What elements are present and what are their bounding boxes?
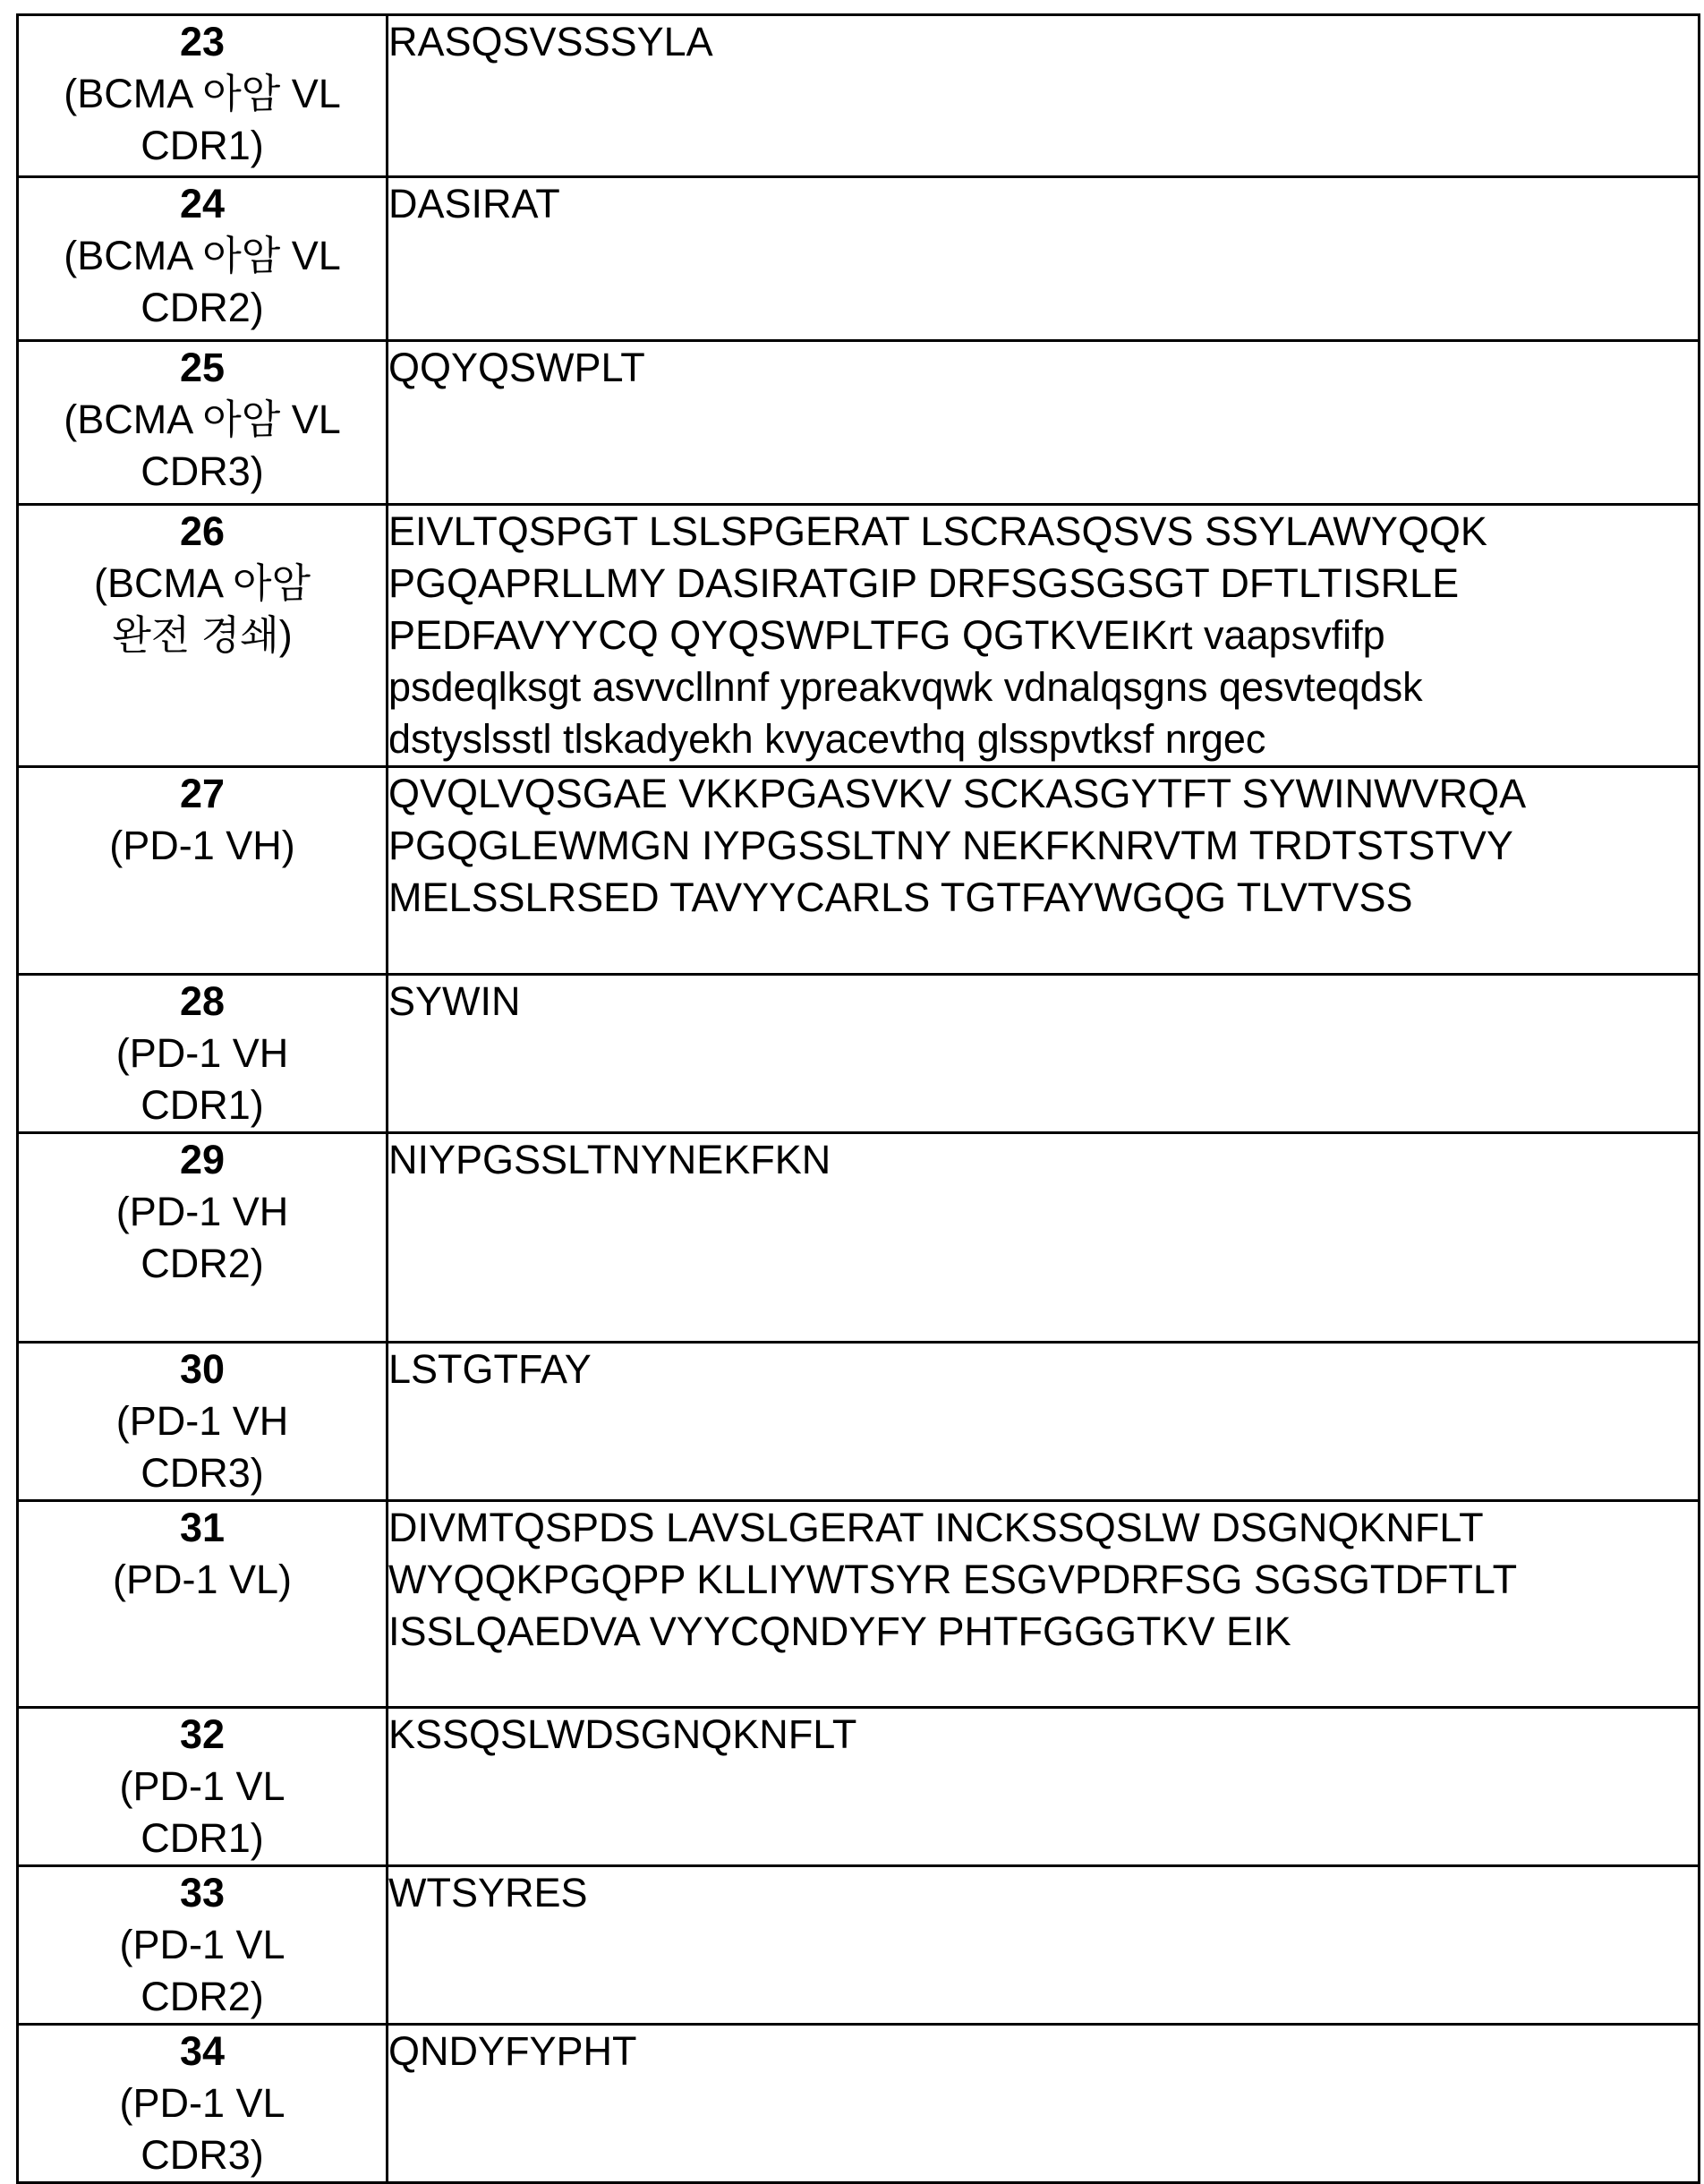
table-row xyxy=(18,1708,1700,1866)
seq-id-number: 27 xyxy=(179,771,226,816)
table-row xyxy=(18,1866,1700,2025)
seq-id-cell xyxy=(18,1133,388,1343)
sequence-line: psdeqlksgt asvvcllnnf ypreakvqwk vdnalqsgns qesvteqdsk xyxy=(388,664,1423,710)
sequence-line: SYWIN xyxy=(388,978,521,1024)
sequence-line: WTSYRES xyxy=(388,1870,588,1915)
sequence-cell xyxy=(388,341,1700,505)
sequence-line: DASIRAT xyxy=(388,181,560,226)
seq-id-description: (PD-1 VH) xyxy=(109,823,295,868)
table-row xyxy=(18,1133,1700,1343)
sequence-line: KSSQSLWDSGNQKNFLT xyxy=(388,1711,857,1757)
table-row xyxy=(18,767,1700,975)
seq-id-number: 28 xyxy=(179,978,226,1024)
sequence-cell xyxy=(388,975,1700,1133)
sequence-line: QVQLVQSGAE VKKPGASVKV SCKASGYTFT SYWINWVRQA xyxy=(388,771,1527,816)
seq-id-cell xyxy=(18,975,388,1133)
seq-id-description: (PD-1 VL CDR3) xyxy=(119,2080,285,2178)
table-row xyxy=(18,1343,1700,1501)
seq-id-number: 26 xyxy=(179,508,226,554)
seq-id-number: 31 xyxy=(179,1505,226,1550)
table-row xyxy=(18,975,1700,1133)
sequence-cell xyxy=(388,1501,1700,1708)
sequence-cell xyxy=(388,1866,1700,2025)
sequence-cell xyxy=(388,1708,1700,1866)
seq-id-cell xyxy=(18,767,388,975)
sequence-line: WYQQKPGQPP KLLIYWTSYR ESGVPDRFSG SGSGTDFTLT xyxy=(388,1557,1518,1602)
seq-id-number: 32 xyxy=(179,1711,226,1757)
seq-id-cell xyxy=(18,15,388,177)
sequence-line: RASQSVSSSYLA xyxy=(388,19,713,64)
seq-id-cell xyxy=(18,1343,388,1501)
sequence-cell xyxy=(388,767,1700,975)
table-row xyxy=(18,1501,1700,1708)
seq-id-description: (BCMA 아암 VL CDR2) xyxy=(64,233,341,330)
seq-id-cell xyxy=(18,1866,388,2025)
seq-id-number: 24 xyxy=(179,181,226,226)
sequence-cell xyxy=(388,1133,1700,1343)
sequence-line: MELSSLRSED TAVYYCARLS TGTFAYWGQG TLVTVSS xyxy=(388,874,1413,920)
sequence-cell xyxy=(388,2025,1700,2183)
seq-id-cell xyxy=(18,341,388,505)
sequence-table xyxy=(16,13,1700,2184)
seq-id-description: (PD-1 VL CDR1) xyxy=(119,1763,285,1861)
sequence-line: PGQGLEWMGN IYPGSSLTNY NEKFKNRVTM TRDTSTSTVY xyxy=(388,823,1513,868)
table-row xyxy=(18,15,1700,177)
sequence-cell xyxy=(388,15,1700,177)
seq-id-description: (PD-1 VL) xyxy=(112,1557,293,1602)
table-row xyxy=(18,177,1700,341)
seq-id-number: 33 xyxy=(179,1870,226,1915)
seq-id-description: (PD-1 VH CDR3) xyxy=(115,1398,289,1496)
seq-id-description: (BCMA 아암 완전 경쇄) xyxy=(94,560,311,658)
sequence-line: QQYQSWPLT xyxy=(388,345,645,390)
seq-id-description: (PD-1 VL CDR2) xyxy=(119,1922,285,2019)
sequence-cell xyxy=(388,505,1700,767)
table-row xyxy=(18,341,1700,505)
sequence-line: PEDFAVYYCQ QYQSWPLTFG QGTKVEIKrt vaapsvfifp xyxy=(388,612,1385,658)
sequence-line: QNDYFYPHT xyxy=(388,2028,637,2074)
seq-id-cell xyxy=(18,177,388,341)
sequence-cell xyxy=(388,1343,1700,1501)
sequence-line: dstyslsstl tlskadyekh kvyacevthq glsspvtksf nrgec xyxy=(388,716,1266,762)
seq-id-number: 23 xyxy=(179,19,226,64)
sequence-line: LSTGTFAY xyxy=(388,1346,592,1392)
seq-id-description: (BCMA 아암 VL CDR1) xyxy=(64,71,341,168)
seq-id-cell xyxy=(18,505,388,767)
sequence-line: DIVMTQSPDS LAVSLGERAT INCKSSQSLW DSGNQKNFLT xyxy=(388,1505,1484,1550)
seq-id-cell xyxy=(18,2025,388,2183)
seq-id-description: (BCMA 아암 VL CDR3) xyxy=(64,397,341,494)
seq-id-description: (PD-1 VH CDR1) xyxy=(115,1030,289,1128)
seq-id-number: 34 xyxy=(179,2028,226,2074)
sequence-cell xyxy=(388,177,1700,341)
sequence-line: EIVLTQSPGT LSLSPGERAT LSCRASQSVS SSYLAWYQQK xyxy=(388,508,1487,554)
sequence-line: PGQAPRLLMY DASIRATGIP DRFSGSGSGT DFTLTISRLE xyxy=(388,560,1460,606)
seq-id-number: 29 xyxy=(179,1137,226,1182)
seq-id-number: 25 xyxy=(179,345,226,390)
table-row xyxy=(18,505,1700,767)
sequence-line: ISSLQAEDVA VYYCQNDYFY PHTFGGGTKV EIK xyxy=(388,1608,1291,1654)
table-row xyxy=(18,2025,1700,2183)
seq-id-cell xyxy=(18,1501,388,1708)
seq-id-number: 30 xyxy=(179,1346,226,1392)
seq-id-cell xyxy=(18,1708,388,1866)
sequence-line: NIYPGSSLTNYNEKFKN xyxy=(388,1137,831,1182)
seq-id-description: (PD-1 VH CDR2) xyxy=(115,1189,289,1286)
